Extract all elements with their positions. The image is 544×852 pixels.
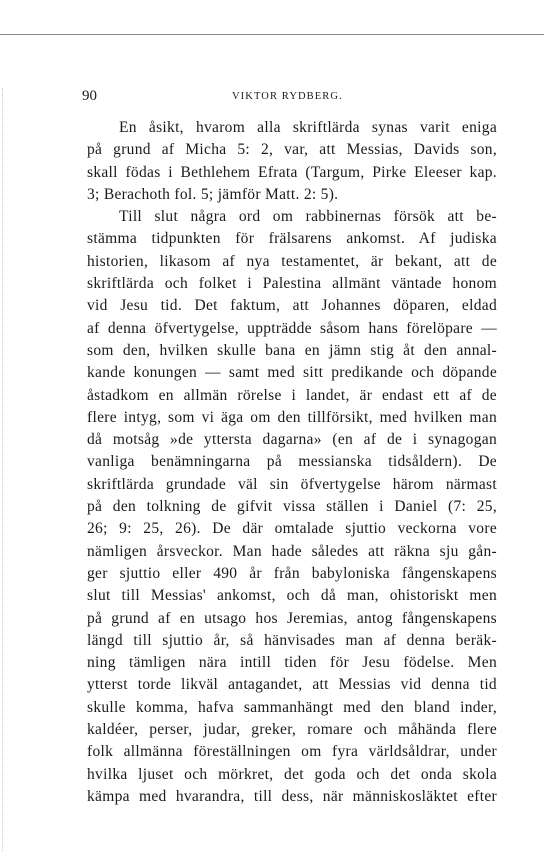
text-line: af denna öfvertygelse, uppträdde såsom hans förelöpare — bbox=[87, 319, 497, 337]
text-line: 3; Berachoth fol. 5; jämför Matt. 2: 5). bbox=[87, 185, 339, 203]
text-line: folk allmänna föreställningen om fyra världsåldrar, under bbox=[87, 743, 497, 761]
page-number: 90 bbox=[82, 88, 97, 104]
body-text bbox=[87, 117, 497, 808]
page-edge bbox=[2, 88, 3, 852]
text-line: kämpa med hvarandra, till dess, när människosläktet efter bbox=[87, 787, 497, 805]
text-line: som den, hvilken skulle bana en jämn stig åt den annal- bbox=[87, 341, 497, 359]
text-line: ger sjuttio eller 490 år från babyloniska fångenskapens bbox=[87, 564, 497, 582]
text-line: flere intyg, som vi äga om den tillförsikt, med hvilken man bbox=[87, 408, 497, 426]
text-line: skall födas i Bethlehem Efrata (Targum, Pirke Eleeser kap. bbox=[87, 163, 497, 181]
text-line: kaldéer, perser, judar, greker, romare och måhända flere bbox=[87, 721, 497, 739]
top-rule bbox=[0, 34, 544, 35]
text-line: Till slut några ord om rabbinernas försök att be- bbox=[119, 208, 497, 226]
text-line: hvilka ljuset och mörkret, det goda och det onda skola bbox=[87, 765, 497, 783]
text-line: slut till Messias' ankomst, och då man, ohistoriskt men bbox=[87, 587, 497, 605]
text-line: skriftlärda grundade väl sin öfvertygelse härom närmast bbox=[87, 475, 497, 493]
text-line: då motsåg »de yttersta dagarna» (en af de i synagogan bbox=[87, 431, 497, 449]
text-line: historien, likasom af nya testamentet, är bekant, att de bbox=[87, 252, 497, 270]
text-line: åstadkom en allmän rörelse i landet, är endast ett af de bbox=[87, 386, 497, 404]
text-line: kande konungen — samt med sitt predikande och döpande bbox=[87, 364, 497, 382]
running-head: VIKTOR RYDBERG. bbox=[232, 91, 343, 102]
text-line: längd till sjuttio år, så hänvisades man af denna beräk- bbox=[87, 631, 497, 649]
text-line: ytterst torde likväl antagandet, att Messias vid denna tid bbox=[87, 676, 497, 694]
text-line: på den tolkning de gifvit vissa ställen i Daniel (7: 25, bbox=[87, 498, 497, 516]
text-line: på grund af en utsago hos Jeremias, antog fångenskapens bbox=[87, 609, 497, 627]
text-line: skriftlärda och folket i Palestina allmänt väntade honom bbox=[87, 275, 497, 293]
text-line: skulle komma, hafva sammanhängt med den bland inder, bbox=[87, 698, 497, 716]
text-line: nämligen årsveckor. Man hade således att räkna sju gån- bbox=[87, 542, 497, 560]
text-line: vid Jesu tid. Det faktum, att Johannes döparen, eldad bbox=[87, 297, 497, 315]
text-line: En åsikt, hvarom alla skriftlärda synas varit eniga bbox=[119, 119, 497, 136]
text-line: 26; 9: 25, 26). De där omtalade sjuttio veckorna vore bbox=[87, 520, 497, 538]
text-line: vanliga benämningarna på messianska tidsåldern). De bbox=[87, 453, 497, 471]
text-line: ning tämligen nära intill tiden för Jesu födelse. Men bbox=[87, 654, 497, 672]
text-line: på grund af Micha 5: 2, var, att Messias, Davids son, bbox=[87, 141, 497, 159]
text-line: stämma tidpunkten för frälsarens ankomst. Af judiska bbox=[87, 230, 497, 248]
